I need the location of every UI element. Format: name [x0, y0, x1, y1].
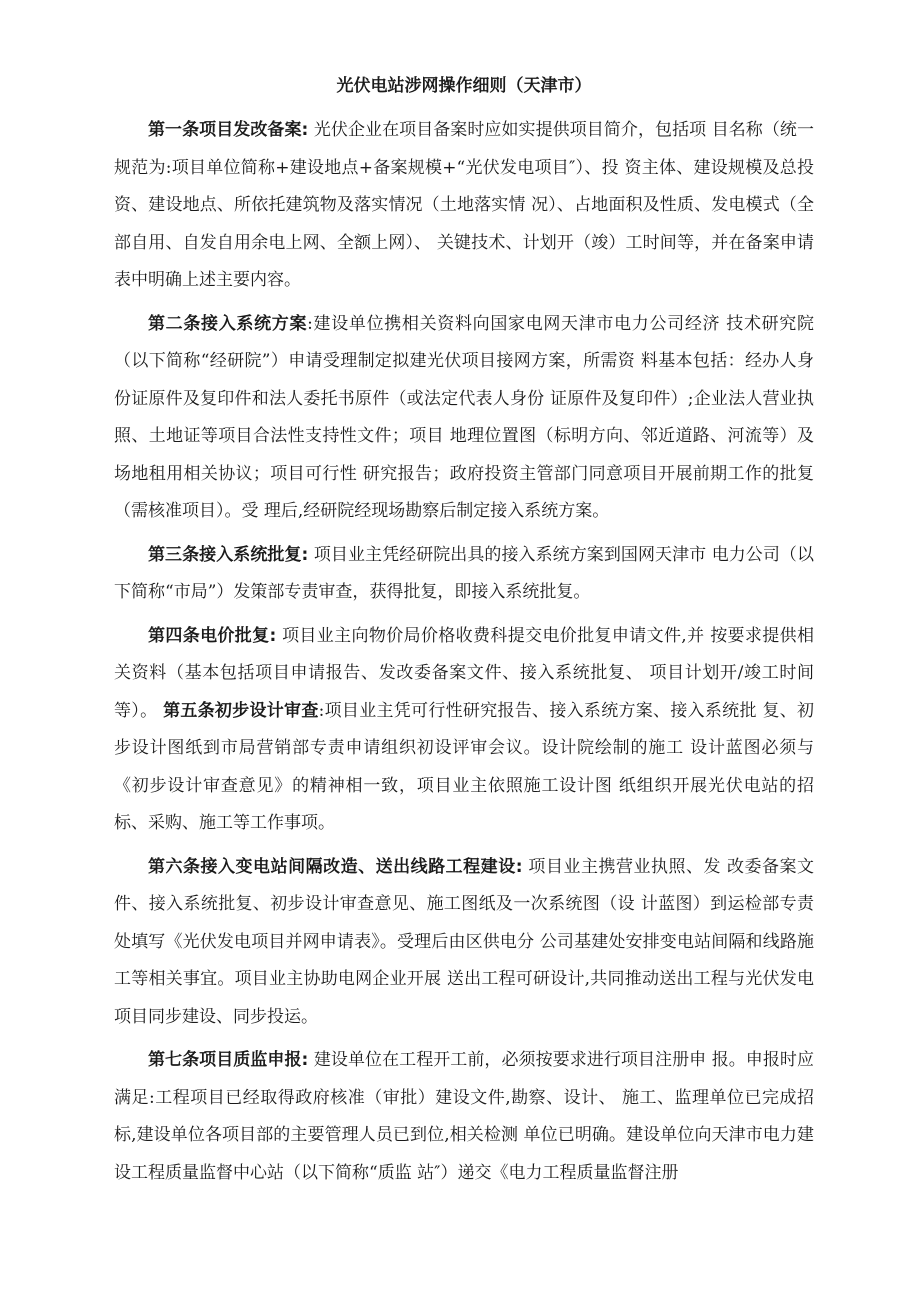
article-2-heading: 第二条接入系统方案 — [148, 313, 308, 334]
article-6 — [114, 849, 814, 1037]
article-2 — [114, 306, 814, 531]
article-3 — [114, 537, 814, 612]
article-1-body: 光伏企业在项目备案时应如实提供项目简介，包括项 目名称（统一规范为:项目单位简称+建设地点+备案规模+“光伏发电项目″）、投 资主体、建设规模及总投资、建设地点、所依托建筑物及落实情况（土地落实情 况）、占地面积及性质、发电模式（全部自用、自发自用余电上网、全额上网）、 关键技术、计划开（竣）工时间等，并在备案申请表中明确上述主要内容。 — [114, 120, 814, 290]
document-page — [114, 70, 814, 1198]
article-6-heading: 第六条接入变电站间隔改造、送出线路工程建设: — [148, 856, 523, 877]
article-6-body: 项目业主携营业执照、发 改委备案文件、接入系统批复、初步设计审查意见、施工图纸及一次系统图（设 计蓝图）到运检部专责处填写《光伏发电项目并网申请表》。受理后由区供电分 公司基建处安排变电站间隔和线路施工等相关事宜。项目业主协助电网企业开展 送出工程可研设计,共同推动送出工程与光伏发电项目同步建设、同步投运。 — [114, 856, 814, 1027]
article-1 — [114, 112, 814, 300]
article-3-body: 项目业主凭经研院出具的接入系统方案到国网天津市 电力公司（以下简称“市局”）发策部专责审查，获得批复，即接入系统批复。 — [114, 544, 814, 602]
article-5-heading: 第五条初步设计审查 — [163, 700, 319, 721]
article-7 — [114, 1042, 814, 1192]
article-2-body: :建设单位携相关资料向国家电网天津市电力公司经济 技术研究院（以下简称“经研院”）申请受理制定拟建光伏项目接网方案，所需资 料基本包括：经办人身份证原件及复印件和法人委托书原件（或法定代表人身份 证原件及复印件）;企业法人营业执照、土地证等项目合法性支持性文件；项目 地理位置图（标明方向、邻近道路、河流等）及场地租用相关协议；项目可行性 研究报告；政府投资主管部门同意项目开展前期工作的批复（需核准项目）。受 理后,经研院经现场勘察后制定接入系统方案。 — [114, 313, 814, 521]
article-7-body: 建设单位在工程开工前，必须按要求进行项目注册申 报。申报时应满足:工程项目已经取得政府核准（审批）建设文件,勘察、设计、 施工、监理单位已完成招标,建设单位各项目部的主要管理人员已到位,相关检测 单位已明确。建设单位向天津市电力建设工程质量监督中心站（以下简称“质监 站″）递交《电力工程质量监督注册 — [114, 1050, 814, 1183]
article-4-5 — [114, 618, 814, 843]
document-title: 光伏电站涉网操作细则（天津市） — [336, 76, 592, 96]
article-4-heading: 第四条电价批复: — [148, 625, 277, 646]
article-7-heading: 第七条项目质监申报: — [148, 1050, 309, 1070]
article-1-heading: 第一条项目发改备案: — [148, 120, 309, 140]
article-3-heading: 第三条接入系统批复: — [148, 544, 309, 565]
article-5-body: :项目业主凭可行性研究报告、接入系统方案、接入系统批 复、初步设计图纸到市局营销部专责申请组织初设评审会议。设计院绘制的施工 设计蓝图必须与《初步设计审查意见》的精神相一致，项目业主依照施工设计图 纸组织开展光伏电站的招标、采购、施工等工作事项。 — [114, 700, 815, 833]
article-4-body: 项目业主向物价局价格收费科提交电价批复申请文件,并 按要求提供相关资料（基本包括项目申请报告、发改委备案文件、接入系统批复、 项目计划开/竣工时间等）。 — [114, 625, 814, 721]
